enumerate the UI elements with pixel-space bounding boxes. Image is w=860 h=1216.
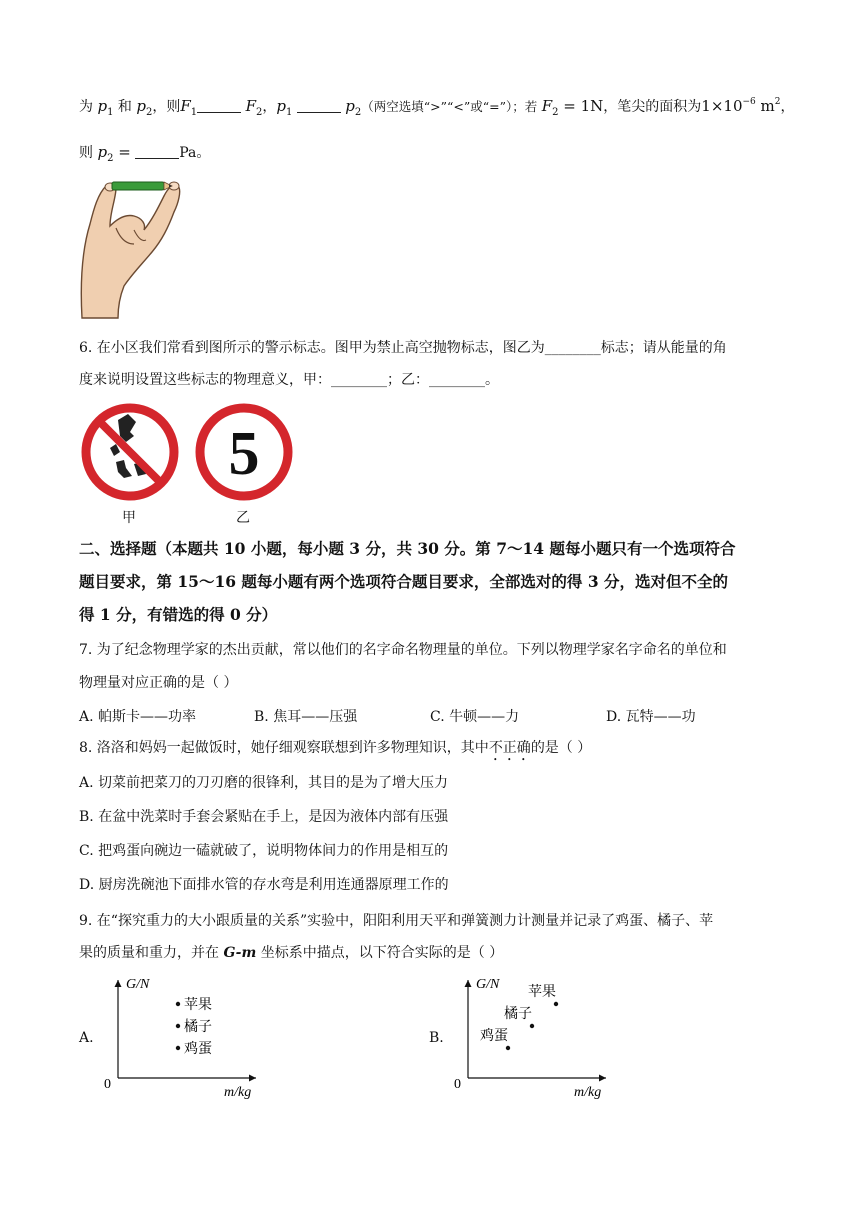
q9-chart-b[interactable]	[446, 970, 621, 1100]
q9-text: 坐标系中描点，以下符合实际的是（ ）	[256, 945, 504, 961]
q5-text: ，	[262, 99, 277, 115]
sign-right-label: 乙	[236, 510, 250, 526]
scatter-point-label: 鸡蛋	[480, 1029, 508, 1044]
answer-blank[interactable]	[135, 144, 179, 159]
var-F1: F	[180, 97, 191, 115]
area-value: 1×10	[701, 97, 743, 115]
scatter-point-label: 鸡蛋	[184, 1042, 212, 1057]
q7-line2: 物理量对应正确的是（ ）	[79, 675, 238, 691]
scatter-point	[176, 1024, 180, 1028]
q7-option-c[interactable]: C. 牛顿——力	[430, 709, 520, 725]
hand-pencil-figure	[76, 172, 186, 320]
answer-blank[interactable]	[197, 98, 241, 113]
q5-note: （两空选填“>”“<”或“=”）；若	[361, 99, 538, 114]
unit-pa: Pa。	[179, 145, 211, 161]
sign-left-label: 甲	[122, 510, 136, 526]
q6-line2: 度来说明设置这些标志的物理意义，甲：________；乙：________。	[79, 372, 499, 388]
var-p2: p	[136, 97, 146, 115]
var-p2: p	[97, 143, 108, 161]
var-sub: 2	[145, 107, 153, 118]
var-sub: 1	[190, 107, 198, 118]
q8-option-a[interactable]: A. 切菜前把菜刀的刀刃磨的很锋利，其目的是为了增大压力	[79, 775, 449, 791]
var-sub: 2	[256, 107, 263, 118]
q9-chart-a[interactable]	[96, 970, 271, 1100]
area-unit: m	[755, 97, 775, 115]
var-sub: 2	[354, 107, 362, 118]
q9-line1: 9. 在“探究重力的大小跟质量的关系”实验中，阳阳利用天平和弹簧测力计测量并记录了鸡蛋、橘子、苹	[79, 913, 714, 929]
origin-label: 0	[454, 1077, 461, 1092]
var-sub: 1	[107, 107, 114, 118]
q9-line2	[79, 943, 503, 963]
equals-sign: =	[113, 143, 131, 161]
x-axis-label: m/kg	[574, 1085, 602, 1100]
area-exponent: −6	[742, 97, 756, 107]
var-sub: 1	[285, 107, 293, 118]
var-F2: F	[541, 97, 553, 115]
var-p2: p	[345, 97, 355, 115]
scatter-point-label: 苹果	[184, 998, 212, 1013]
var-sub: 2	[107, 153, 114, 164]
q5-text: ，	[780, 99, 795, 115]
scatter-point	[530, 1024, 534, 1028]
scatter-point	[176, 1046, 180, 1050]
speed-limit-number: 5	[228, 420, 260, 488]
var-F2: F	[245, 97, 256, 115]
y-axis-label: G/N	[476, 977, 500, 992]
q8-option-c[interactable]: C. 把鸡蛋向碗边一磕就破了，说明物体间力的作用是相互的	[79, 843, 449, 859]
section2-line2: 题目要求，第 15～16 题每小题有两个选项符合题目要求，全部选对的得 3 分，选对但不全的	[79, 572, 729, 591]
q6-line1: 6. 在小区我们常看到图所示的警示标志。图甲为禁止高空抛物标志，图乙为________标志；请从能量的角	[79, 340, 727, 356]
scatter-point	[506, 1046, 510, 1050]
answer-blank[interactable]	[297, 98, 341, 113]
speed-limit-sign	[194, 402, 294, 502]
no-throwing-sign	[80, 402, 182, 502]
q8-option-d[interactable]: D. 厨房洗碗池下面排水管的存水弯是利用连通器原理工作的	[79, 877, 449, 893]
q8-text: 8. 洛洛和妈妈一起做饭时，她仔细观察联想到许多物理知识，其中	[79, 740, 489, 756]
scatter-point-label: 橘子	[504, 1007, 532, 1022]
q5-text: ，则	[152, 99, 181, 115]
q5-text: 和	[117, 99, 132, 115]
q9-gm-label: G-m	[223, 945, 257, 961]
value-1N: = 1N	[558, 97, 604, 115]
q8-stem	[79, 738, 591, 764]
q5-text: 则	[79, 145, 93, 161]
area-unit-exponent: 2	[774, 97, 781, 107]
q5-text: 为	[79, 99, 93, 115]
var-p1: p	[276, 97, 286, 115]
var-sub: 2	[552, 107, 559, 118]
var-p1: p	[97, 97, 108, 115]
scatter-point	[176, 1002, 180, 1006]
q7-option-b[interactable]: B. 焦耳——压强	[254, 709, 358, 725]
scatter-point-label: 橘子	[184, 1020, 212, 1035]
scatter-point	[554, 1002, 558, 1006]
q5-line2	[79, 142, 210, 169]
y-axis-label: G/N	[126, 977, 150, 992]
q9-text: 果的质量和重力，并在	[79, 945, 224, 961]
origin-label: 0	[104, 1077, 111, 1092]
q5-line1	[79, 92, 795, 123]
q8-text: 的是（ ）	[530, 740, 592, 756]
q8-emphasis: 不正确	[488, 740, 531, 756]
q9-option-b-label[interactable]: B.	[429, 1030, 444, 1046]
section2-line3: 得 1 分，有错选的得 0 分）	[79, 605, 278, 624]
q7-option-d[interactable]: D. 瓦特——功	[606, 709, 696, 725]
q5-text: ，笔尖的面积为	[603, 99, 702, 115]
q8-option-b[interactable]: B. 在盆中洗菜时手套会紧贴在手上，是因为液体内部有压强	[79, 809, 449, 825]
q9-option-a-label[interactable]: A.	[79, 1030, 94, 1046]
scatter-point-label: 苹果	[528, 985, 556, 1000]
x-axis-label: m/kg	[224, 1085, 252, 1100]
q7-line1: 7. 为了纪念物理学家的杰出贡献，常以他们的名字命名物理量的单位。下列以物理学家名字命名的单位和	[79, 642, 727, 658]
section2-line1: 二、选择题（本题共 10 小题，每小题 3 分，共 30 分。第 7～14 题每小题只有一个选项符合	[79, 539, 736, 558]
q7-option-a[interactable]: A. 帕斯卡——功率	[79, 709, 197, 725]
